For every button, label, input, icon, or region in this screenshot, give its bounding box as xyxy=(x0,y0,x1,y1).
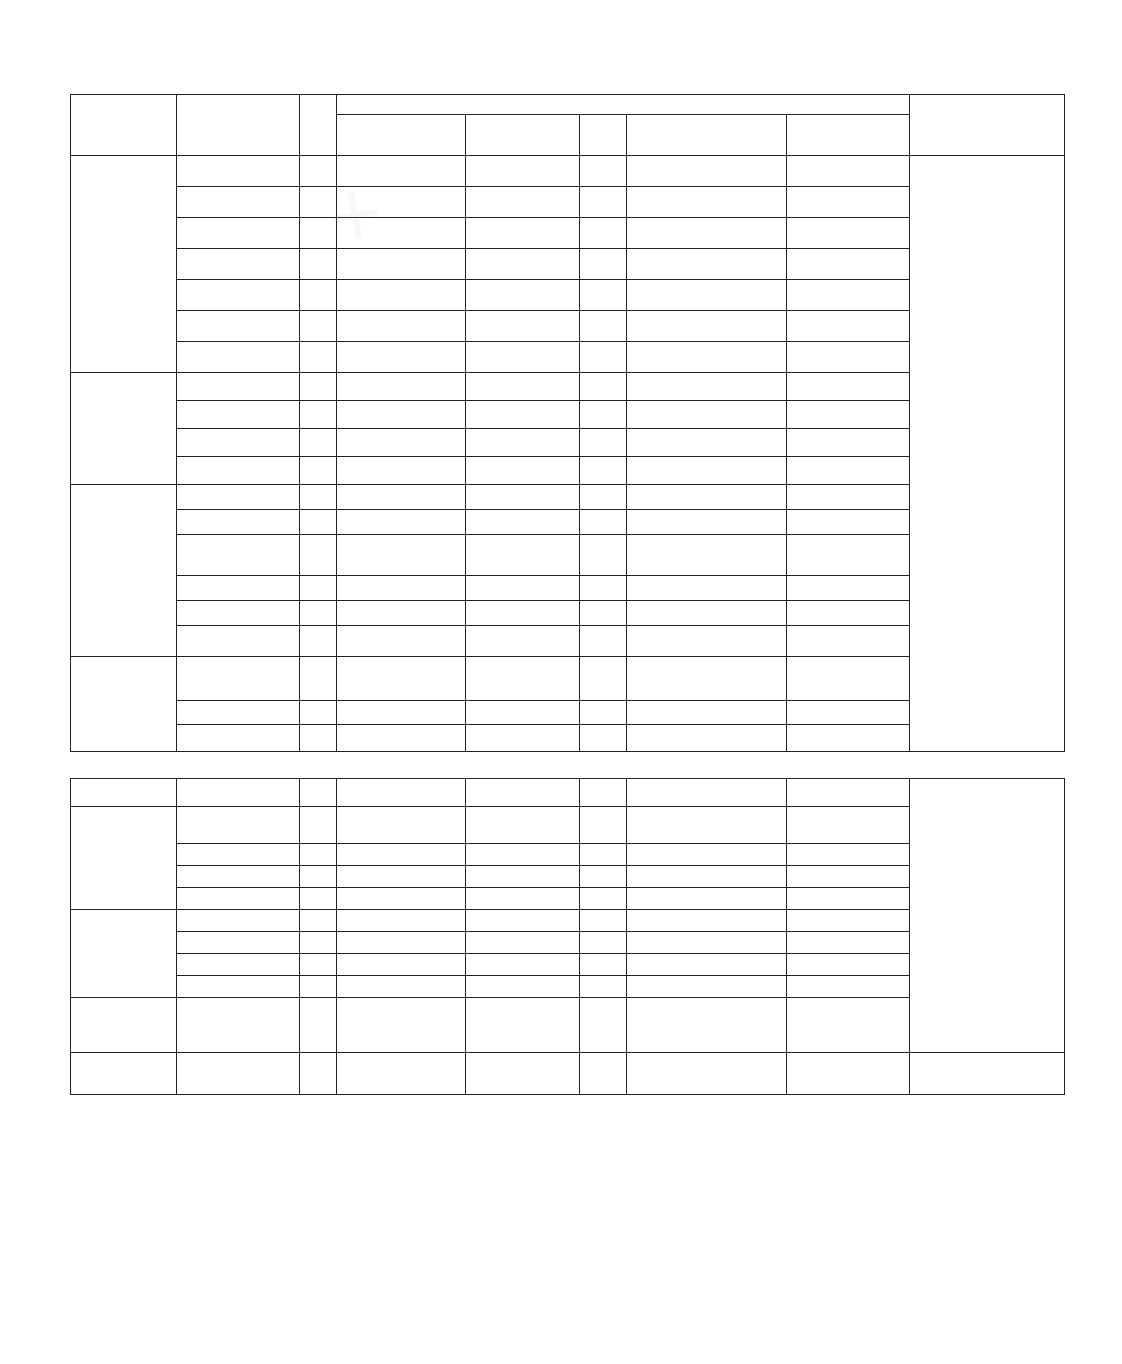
note-cell xyxy=(787,779,910,807)
degree-cell xyxy=(466,249,580,280)
degree-cell xyxy=(466,866,580,888)
count-cell xyxy=(300,249,337,280)
count-cell xyxy=(300,910,337,932)
major-cell xyxy=(627,807,787,844)
count-cell xyxy=(300,510,337,535)
note-cell xyxy=(787,976,910,998)
edu-cell xyxy=(337,1053,466,1095)
degree-cell xyxy=(466,626,580,657)
edu-cell xyxy=(337,807,466,844)
edu-cell xyxy=(337,701,466,725)
post-cell xyxy=(177,429,300,457)
note-cell xyxy=(787,429,910,457)
header-exam xyxy=(910,95,1065,156)
major-cell xyxy=(627,657,787,701)
hukou-cell xyxy=(580,701,627,725)
degree-cell xyxy=(466,311,580,342)
major-cell xyxy=(627,218,787,249)
note-cell xyxy=(787,311,910,342)
degree-cell xyxy=(466,701,580,725)
edu-cell xyxy=(337,218,466,249)
post-cell xyxy=(177,910,300,932)
major-cell xyxy=(627,187,787,218)
edu-cell xyxy=(337,932,466,954)
header-conditions xyxy=(337,95,910,115)
major-cell xyxy=(627,888,787,910)
hukou-cell xyxy=(580,218,627,249)
unit-cell xyxy=(71,373,177,485)
hukou-cell xyxy=(580,1053,627,1095)
unit-cell xyxy=(71,657,177,752)
unit-cell xyxy=(71,1053,177,1095)
edu-cell xyxy=(337,954,466,976)
degree-cell xyxy=(466,976,580,998)
major-cell xyxy=(627,156,787,187)
edu-cell xyxy=(337,910,466,932)
major-cell xyxy=(627,866,787,888)
count-cell xyxy=(300,401,337,429)
major-cell xyxy=(627,910,787,932)
degree-cell xyxy=(466,535,580,576)
exam-info-cell xyxy=(910,1053,1065,1095)
hukou-cell xyxy=(580,311,627,342)
degree-cell xyxy=(466,932,580,954)
major-cell xyxy=(627,373,787,401)
header-note xyxy=(787,115,910,156)
note-cell xyxy=(787,626,910,657)
major-cell xyxy=(627,976,787,998)
count-cell xyxy=(300,485,337,510)
unit-cell xyxy=(71,779,177,807)
edu-cell xyxy=(337,510,466,535)
major-cell xyxy=(627,485,787,510)
post-cell xyxy=(177,657,300,701)
edu-cell xyxy=(337,535,466,576)
note-cell xyxy=(787,576,910,601)
count-cell xyxy=(300,779,337,807)
note-cell xyxy=(787,601,910,626)
major-cell xyxy=(627,844,787,866)
note-cell xyxy=(787,280,910,311)
hukou-cell xyxy=(580,725,627,752)
edu-cell xyxy=(337,401,466,429)
edu-cell xyxy=(337,342,466,373)
post-cell xyxy=(177,342,300,373)
edu-cell xyxy=(337,576,466,601)
hukou-cell xyxy=(580,429,627,457)
note-cell xyxy=(787,1053,910,1095)
hukou-cell xyxy=(580,954,627,976)
major-cell xyxy=(627,510,787,535)
post-cell xyxy=(177,888,300,910)
post-cell xyxy=(177,457,300,485)
degree-cell xyxy=(466,457,580,485)
degree-cell xyxy=(466,401,580,429)
count-cell xyxy=(300,601,337,626)
note-cell xyxy=(787,932,910,954)
note-cell xyxy=(787,701,910,725)
post-cell xyxy=(177,218,300,249)
header-edu xyxy=(337,115,466,156)
count-cell xyxy=(300,457,337,485)
note-cell xyxy=(787,187,910,218)
hukou-cell xyxy=(580,932,627,954)
major-cell xyxy=(627,779,787,807)
hukou-cell xyxy=(580,249,627,280)
degree-cell xyxy=(466,187,580,218)
hukou-cell xyxy=(580,457,627,485)
post-cell xyxy=(177,807,300,844)
post-cell xyxy=(177,156,300,187)
edu-cell xyxy=(337,657,466,701)
post-cell xyxy=(177,866,300,888)
major-cell xyxy=(627,1053,787,1095)
degree-cell xyxy=(466,888,580,910)
note-cell xyxy=(787,373,910,401)
major-cell xyxy=(627,954,787,976)
post-cell xyxy=(177,187,300,218)
post-cell xyxy=(177,976,300,998)
count-cell xyxy=(300,311,337,342)
major-cell xyxy=(627,401,787,429)
degree-cell xyxy=(466,429,580,457)
degree-cell xyxy=(466,156,580,187)
table-row xyxy=(71,779,1065,807)
note-cell xyxy=(787,249,910,280)
hukou-cell xyxy=(580,910,627,932)
count-cell xyxy=(300,373,337,401)
hukou-cell xyxy=(580,657,627,701)
note-cell xyxy=(787,954,910,976)
degree-cell xyxy=(466,576,580,601)
hukou-cell xyxy=(580,807,627,844)
header-post xyxy=(177,95,300,156)
hukou-cell xyxy=(580,373,627,401)
major-cell xyxy=(627,249,787,280)
edu-cell xyxy=(337,601,466,626)
hukou-cell xyxy=(580,998,627,1053)
post-cell xyxy=(177,1053,300,1095)
header-major xyxy=(627,115,787,156)
count-cell xyxy=(300,535,337,576)
degree-cell xyxy=(466,725,580,752)
degree-cell xyxy=(466,998,580,1053)
note-cell xyxy=(787,725,910,752)
edu-cell xyxy=(337,998,466,1053)
degree-cell xyxy=(466,844,580,866)
note-cell xyxy=(787,218,910,249)
post-cell xyxy=(177,954,300,976)
count-cell xyxy=(300,866,337,888)
edu-cell xyxy=(337,779,466,807)
degree-cell xyxy=(466,342,580,373)
major-cell xyxy=(627,280,787,311)
post-cell xyxy=(177,280,300,311)
count-cell xyxy=(300,844,337,866)
major-cell xyxy=(627,576,787,601)
edu-cell xyxy=(337,429,466,457)
unit-cell xyxy=(71,807,177,910)
count-cell xyxy=(300,342,337,373)
degree-cell xyxy=(466,910,580,932)
count-cell xyxy=(300,187,337,218)
hukou-cell xyxy=(580,401,627,429)
count-cell xyxy=(300,998,337,1053)
major-cell xyxy=(627,998,787,1053)
major-cell xyxy=(627,725,787,752)
note-cell xyxy=(787,342,910,373)
hukou-cell xyxy=(580,601,627,626)
hukou-cell xyxy=(580,156,627,187)
count-cell xyxy=(300,701,337,725)
major-cell xyxy=(627,311,787,342)
post-cell xyxy=(177,844,300,866)
note-cell xyxy=(787,807,910,844)
major-cell xyxy=(627,429,787,457)
count-cell xyxy=(300,932,337,954)
count-cell xyxy=(300,888,337,910)
hukou-cell xyxy=(580,888,627,910)
unit-cell xyxy=(71,156,177,373)
degree-cell xyxy=(466,1053,580,1095)
edu-cell xyxy=(337,187,466,218)
post-cell xyxy=(177,601,300,626)
count-cell xyxy=(300,156,337,187)
post-cell xyxy=(177,373,300,401)
hukou-cell xyxy=(580,187,627,218)
header-degree xyxy=(466,115,580,156)
count-cell xyxy=(300,976,337,998)
hukou-cell xyxy=(580,866,627,888)
exam-info-cell xyxy=(910,779,1065,1053)
note-cell xyxy=(787,535,910,576)
note-cell xyxy=(787,910,910,932)
degree-cell xyxy=(466,510,580,535)
major-cell xyxy=(627,626,787,657)
hukou-cell xyxy=(580,342,627,373)
watermark: ✕ xyxy=(311,173,403,261)
post-cell xyxy=(177,510,300,535)
note-cell xyxy=(787,844,910,866)
hukou-cell xyxy=(580,576,627,601)
degree-cell xyxy=(466,373,580,401)
edu-cell xyxy=(337,156,466,187)
degree-cell xyxy=(466,657,580,701)
degree-cell xyxy=(466,601,580,626)
note-cell xyxy=(787,888,910,910)
edu-cell xyxy=(337,249,466,280)
count-cell xyxy=(300,657,337,701)
note-cell xyxy=(787,998,910,1053)
edu-cell xyxy=(337,626,466,657)
post-cell xyxy=(177,701,300,725)
post-cell xyxy=(177,311,300,342)
hukou-cell xyxy=(580,280,627,311)
major-cell xyxy=(627,932,787,954)
hukou-cell xyxy=(580,844,627,866)
degree-cell xyxy=(466,807,580,844)
post-cell xyxy=(177,998,300,1053)
note-cell xyxy=(787,866,910,888)
edu-cell xyxy=(337,311,466,342)
post-cell xyxy=(177,779,300,807)
unit-cell xyxy=(71,910,177,998)
hukou-cell xyxy=(580,779,627,807)
exam-info-cell xyxy=(910,156,1065,752)
edu-cell xyxy=(337,725,466,752)
unit-cell xyxy=(71,485,177,657)
post-cell xyxy=(177,576,300,601)
table-row xyxy=(71,156,1065,187)
count-cell xyxy=(300,576,337,601)
header-unit xyxy=(71,95,177,156)
degree-cell xyxy=(466,779,580,807)
note-cell xyxy=(787,485,910,510)
note-cell xyxy=(787,657,910,701)
major-cell xyxy=(627,457,787,485)
post-cell xyxy=(177,249,300,280)
hukou-cell xyxy=(580,485,627,510)
hukou-cell xyxy=(580,535,627,576)
header-hukou xyxy=(580,115,627,156)
edu-cell xyxy=(337,976,466,998)
major-cell xyxy=(627,601,787,626)
count-cell xyxy=(300,725,337,752)
header-count xyxy=(300,95,337,156)
edu-cell xyxy=(337,485,466,510)
degree-cell xyxy=(466,485,580,510)
major-cell xyxy=(627,342,787,373)
post-cell xyxy=(177,535,300,576)
post-cell xyxy=(177,401,300,429)
recruitment-table-part2 xyxy=(70,778,1065,1095)
degree-cell xyxy=(466,280,580,311)
note-cell xyxy=(787,401,910,429)
degree-cell xyxy=(466,954,580,976)
count-cell xyxy=(300,954,337,976)
unit-cell xyxy=(71,998,177,1053)
count-cell xyxy=(300,807,337,844)
count-cell xyxy=(300,626,337,657)
hukou-cell xyxy=(580,510,627,535)
hukou-cell xyxy=(580,976,627,998)
degree-cell xyxy=(466,218,580,249)
note-cell xyxy=(787,156,910,187)
note-cell xyxy=(787,510,910,535)
post-cell xyxy=(177,725,300,752)
count-cell xyxy=(300,280,337,311)
count-cell xyxy=(300,429,337,457)
count-cell xyxy=(300,1053,337,1095)
recruitment-table-part1 xyxy=(70,94,1065,752)
edu-cell xyxy=(337,866,466,888)
major-cell xyxy=(627,701,787,725)
post-cell xyxy=(177,485,300,510)
major-cell xyxy=(627,535,787,576)
post-cell xyxy=(177,932,300,954)
note-cell xyxy=(787,457,910,485)
edu-cell xyxy=(337,844,466,866)
count-cell xyxy=(300,218,337,249)
table-row xyxy=(71,1053,1065,1095)
edu-cell xyxy=(337,457,466,485)
hukou-cell xyxy=(580,626,627,657)
edu-cell xyxy=(337,888,466,910)
post-cell xyxy=(177,626,300,657)
edu-cell xyxy=(337,280,466,311)
edu-cell xyxy=(337,373,466,401)
